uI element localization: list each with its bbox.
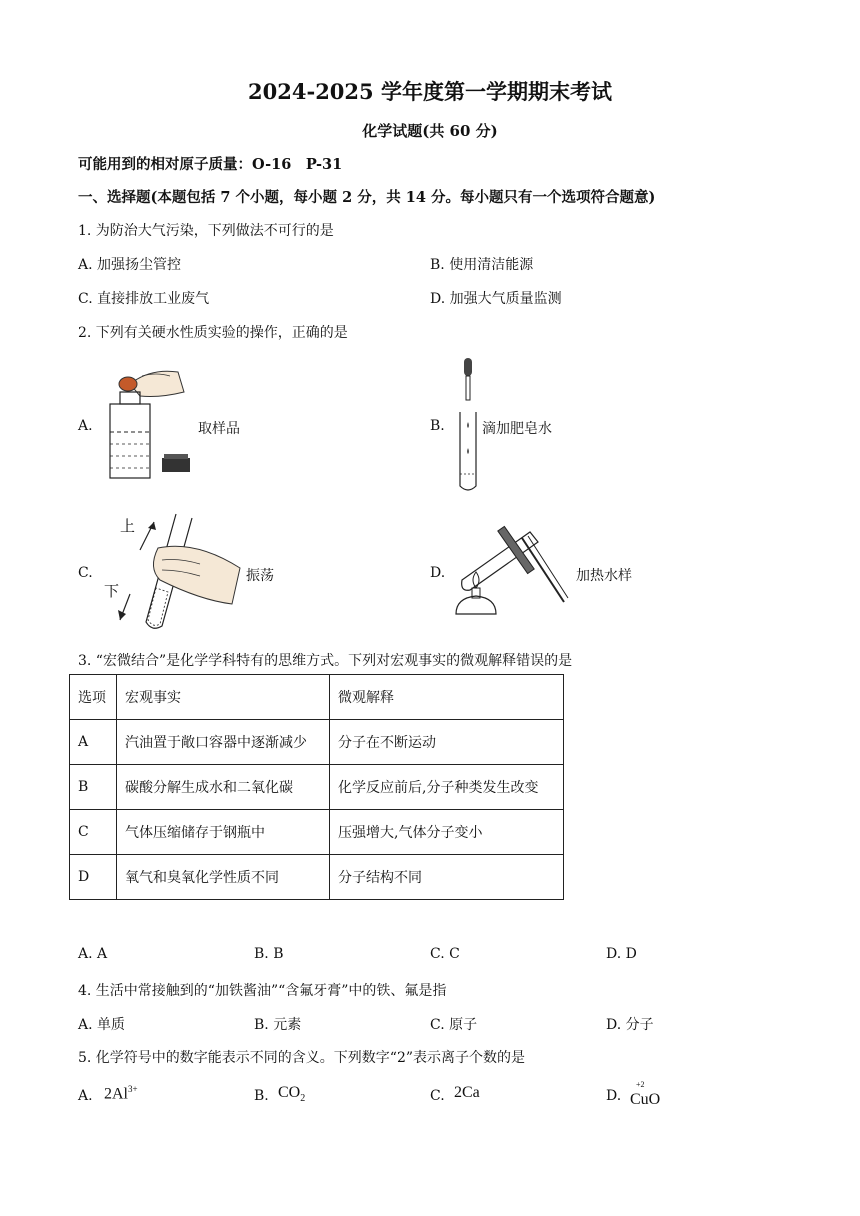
q5-option-a-letter: A. (78, 1088, 93, 1104)
q5-option-c-letter: C. (430, 1088, 445, 1104)
table-cell: 分子在不断运动 (330, 720, 564, 765)
q1-option-b: B. 使用清洁能源 (430, 257, 534, 273)
exam-subtitle: 化学试题(共 60 分) (362, 122, 498, 140)
q4-stem: 4. 生活中常接触到的“加铁酱油”“含氟牙膏”中的铁、氟是指 (78, 983, 447, 999)
table-cell: 氧气和臭氧化学性质不同 (117, 855, 330, 900)
q3-option-c: C. C (430, 946, 460, 962)
q3-table (69, 674, 564, 900)
q5-option-d-formula: CuO (630, 1091, 661, 1108)
q3-stem: 3. “宏微结合”是化学学科特有的思维方式。下列对宏观事实的微观解释错误的是 (78, 653, 573, 669)
formula-main: 2Al (104, 1085, 128, 1103)
section-heading: 一、选择题(本题包括 7 个小题，每小题 2 分，共 14 分。每小题只有一个选项符合题意) (78, 189, 656, 206)
heating-water-illustration (452, 518, 572, 624)
table-cell: C (70, 810, 117, 855)
q4-option-c: C. 原子 (430, 1017, 478, 1033)
q1-stem: 1. 为防治大气污染，下列做法不可行的是 (78, 223, 334, 239)
ion-charge: 3+ (128, 1084, 138, 1094)
q3-option-d: D. D (606, 946, 637, 962)
q5-option-a-formula (104, 1084, 138, 1103)
q3-option-a: A. A (78, 946, 108, 962)
sample-taking-illustration (100, 362, 200, 486)
table-row (70, 765, 564, 810)
q5-option-d-letter: D. (606, 1088, 622, 1104)
q2-option-a-letter: A. (78, 418, 93, 434)
q5-option-b-letter: B. (254, 1088, 269, 1104)
down-label: 下 (104, 582, 120, 600)
formula-main: CO (278, 1084, 301, 1101)
table-cell: D (70, 855, 117, 900)
table-row (70, 810, 564, 855)
atomic-mass-note: 可能用到的相对原子质量：O-16 P-31 (78, 156, 343, 173)
q2-option-c-letter: C. (78, 565, 93, 581)
table-cell: 碳酸分解生成水和二氧化碳 (117, 765, 330, 810)
up-label: 上 (120, 517, 136, 535)
table-header-cell: 宏观事实 (117, 675, 330, 720)
table-cell: B (70, 765, 117, 810)
q3-option-b: B. B (254, 946, 284, 962)
table-cell: 汽油置于敞口容器中逐渐减少 (117, 720, 330, 765)
table-cell: 化学反应前后,分子种类发生改变 (330, 765, 564, 810)
q4-option-a: A. 单质 (78, 1017, 126, 1033)
q2-option-b-letter: B. (430, 418, 445, 434)
table-row (70, 855, 564, 900)
q4-option-b: B. 元素 (254, 1017, 302, 1033)
q5-option-b-formula (278, 1084, 305, 1104)
q4-option-d: D. 分子 (606, 1017, 654, 1033)
table-cell: 压强增大,气体分子变小 (330, 810, 564, 855)
table-cell: 分子结构不同 (330, 855, 564, 900)
q2-option-d-caption: 加热水样 (576, 568, 632, 584)
exam-title: 2024-2025 学年度第一学期期末考试 (248, 79, 612, 104)
table-cell: 气体压缩储存于钢瓶中 (117, 810, 330, 855)
q2-option-a-caption: 取样品 (198, 421, 240, 437)
q5-stem: 5. 化学符号中的数字能表示不同的含义。下列数字“2”表示离子个数的是 (78, 1050, 526, 1066)
table-cell: A (70, 720, 117, 765)
q2-option-d-letter: D. (430, 565, 446, 581)
q1-option-c: C. 直接排放工业废气 (78, 291, 210, 307)
q1-option-d: D. 加强大气质量监测 (430, 291, 562, 307)
q2-option-b-caption: 滴加肥皂水 (482, 421, 552, 437)
q2-stem: 2. 下列有关硬水性质实验的操作，正确的是 (78, 325, 348, 341)
dropper-test-tube-illustration (454, 356, 484, 496)
table-row (70, 720, 564, 765)
valence-mark: +2 (636, 1080, 645, 1089)
table-header-cell: 选项 (70, 675, 117, 720)
q2-option-c-caption: 振荡 (246, 568, 274, 584)
table-header-row (70, 675, 564, 720)
formula-subscript: 2 (300, 1093, 306, 1105)
q5-option-c-formula: 2Ca (454, 1084, 480, 1101)
table-header-cell: 微观解释 (330, 675, 564, 720)
q1-option-a: A. 加强扬尘管控 (78, 257, 182, 273)
